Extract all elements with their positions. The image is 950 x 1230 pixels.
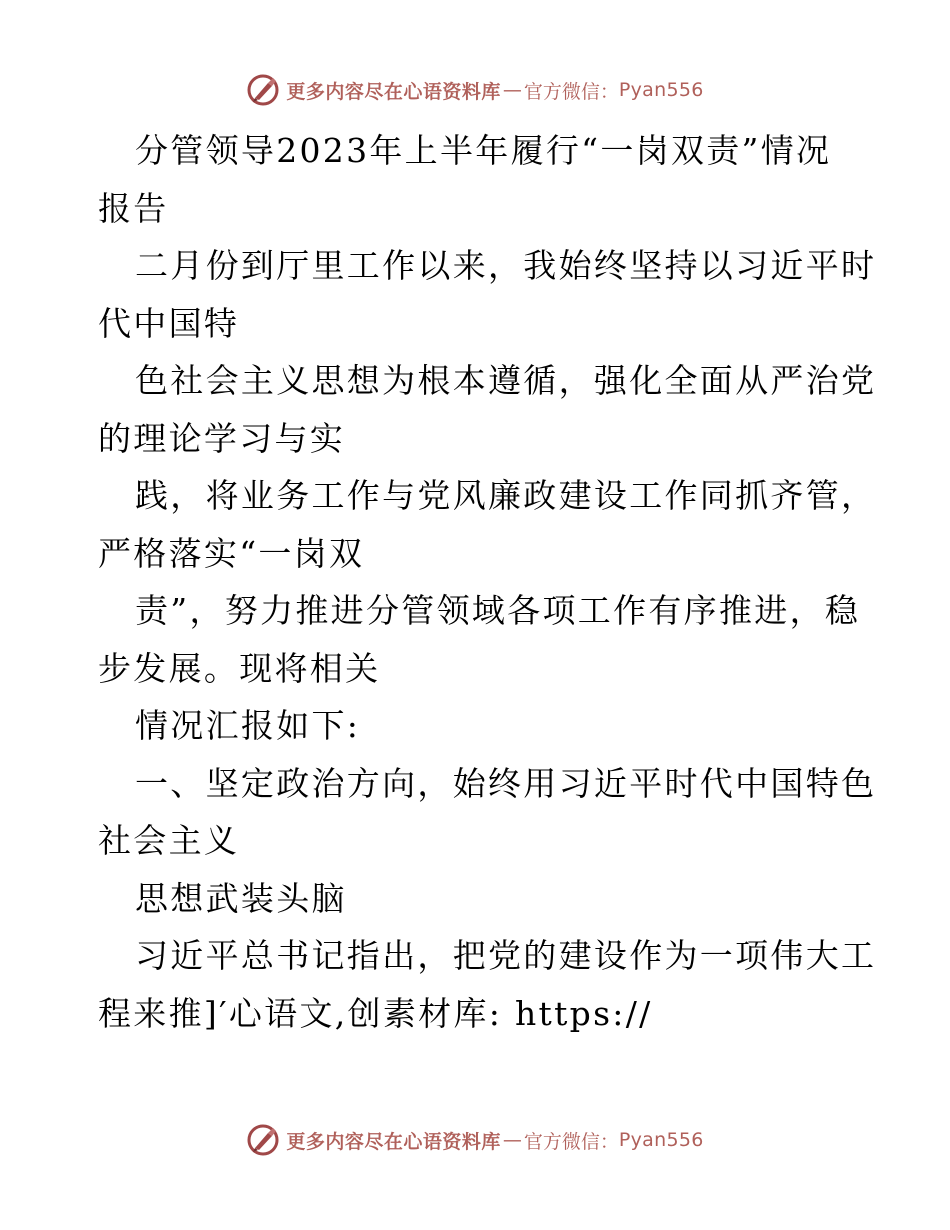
paragraph-line: 色社会主义思想为根本遵循，强化全面从严治党 (135, 361, 877, 400)
section-heading-line: 一、坚定政治方向，始终用习近平时代中国特色 (135, 763, 877, 803)
paragraph-line: 践，将业务工作与党风廉政建设工作同抓齐管， (135, 476, 877, 515)
banner-text: 更多内容尽在心语资料库 (286, 80, 501, 103)
banner-separator: — (502, 79, 522, 101)
doc-title-line-1: 分管领导2023年上半年履行“一岗双责”情况 (135, 131, 832, 170)
paragraph-line: 程来推]′心语文,创素材库: https:// (98, 993, 653, 1033)
paragraph-line: 步发展。现将相关 (98, 648, 381, 688)
paragraph-line: 习近平总书记指出，把党的建设作为一项伟大工 (135, 936, 877, 975)
paragraph-line: 代中国特 (98, 303, 240, 343)
paragraph-line: 严格落实“一岗双 (98, 533, 365, 573)
banner-text: 更多内容尽在心语资料库 (286, 1130, 501, 1153)
document-body (98, 122, 877, 1042)
banner-separator: — (502, 1129, 522, 1151)
section-heading-line: 思想武装头脑 (135, 878, 347, 918)
paragraph-line: 情况汇报如下: (135, 706, 361, 745)
section-heading-line: 社会主义 (98, 821, 240, 860)
pen-circle-logo-icon (246, 73, 280, 107)
wechat-label: 官方微信： (523, 1130, 619, 1153)
paragraph-line: 责”，努力推进分管领域各项工作有序推进，稳 (135, 591, 861, 630)
wechat-label: 官方微信： (523, 80, 619, 103)
footer-banner (0, 1120, 950, 1160)
wechat-id: Pyan556 (618, 79, 704, 101)
header-banner (0, 70, 950, 110)
pen-circle-logo-icon (246, 1123, 280, 1157)
wechat-id: Pyan556 (618, 1129, 704, 1151)
paragraph-line: 的理论学习与实 (98, 418, 346, 458)
doc-title-line-2: 报告 (98, 188, 169, 228)
paragraph-line: 二月份到厅里工作以来，我始终坚持以习近平时 (135, 246, 877, 285)
